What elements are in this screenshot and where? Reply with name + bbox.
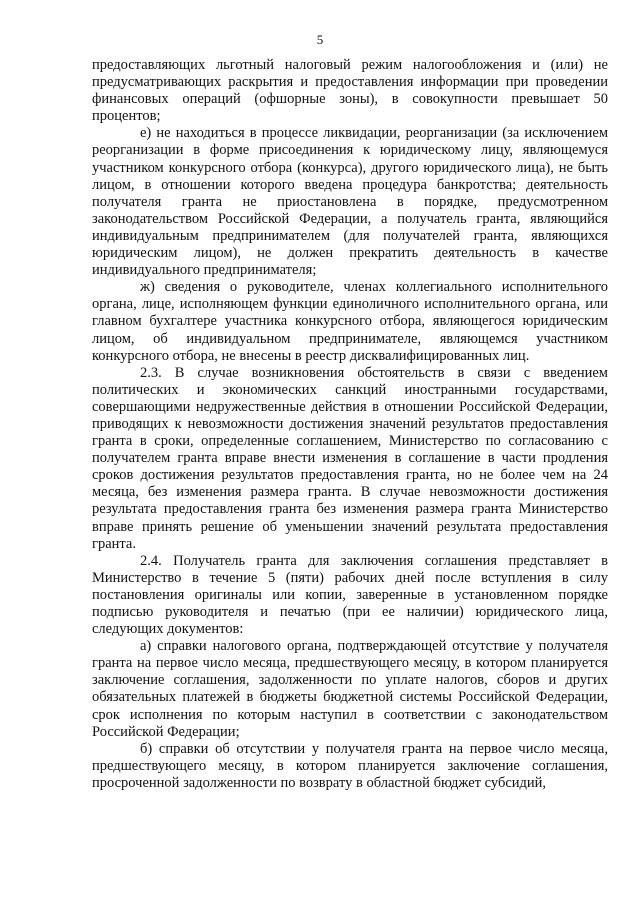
paragraph-2-4: 2.4. Получатель гранта для заключения соглашения представляет в Министерство в течение 5 (пяти) рабочих дней после вступления в силу постановления оригиналы или копии, заверенные в установленном порядке подписью руководителя и печатью (при ее наличии) юридического лица, следующих документов: [92,552,608,638]
paragraph-item-b: б) справки об отсутствии у получателя гранта на первое число месяца, предшествующего месяцу, в котором планируется заключение соглашения, просроченной задолженности по возврату в областной бюджет субсидий, [92,740,608,791]
paragraph-item-e: е) не находиться в процессе ликвидации, реорганизации (за исключением реорганизации в форме присоединения к юридическому лицу, являющемуся участником конкурсного отбора (конкурса), другого юридического лица), не быть лицом, в отношении которого введена процедура банкротства; деятельность получателя гранта не приостановлена в порядке, предусмотренном законодательством Российской Федерации, а получатель гранта, являющийся индивидуальным предпринимателем (для получателей гранта, являющихся юридическим лицом), не должен прекратить деятельность в качестве индивидуального предпринимателя; [92,125,608,279]
paragraph-continuation: предоставляющих льготный налоговый режим налогообложения и (или) не предусматривающих раскрытия и предоставления информации при проведении финансовых операций (офшорные зоны), в совокупности превышает 50 процентов; [92,57,608,125]
paragraph-item-zh: ж) сведения о руководителе, членах коллегиального исполнительного органа, лице, исполняющем функции единоличного исполнительного органа, или главном бухгалтере участника конкурсного отбора, являющегося юридическим лицом, об индивидуальном предпринимателе, являющемся участником конкурсного отбора, не внесены в реестр дисквалифицированных лиц. [92,279,608,364]
paragraph-item-a: а) справки налогового органа, подтверждающей отсутствие у получателя гранта на первое число месяца, предшествующего месяцу, в котором планируется заключение соглашения, задолженности по уплате налогов, сборов и других обязательных платежей в бюджеты бюджетной системы Российской Федерации, срок исполнения по которым наступил в соответствии с законодательством Российской Федерации; [92,638,608,740]
document-body [92,57,608,792]
paragraph-2-3: 2.3. В случае возникновения обстоятельств в связи с введением политических и экономических санкций иностранными государствами, совершающими недружественные действия в отношении Российской Федерации, приводящих к невозможности достижения значений результатов предоставления гранта в сроки, определенные соглашением, Министерство по согласованию с получателем гранта вправе внести изменения в соглашение в части продления сроков достижения результатов предоставления гранта, но не более чем на 24 месяца, без изменения размера гранта. В случае невозможности достижения результата предоставления гранта без изменения размера гранта Министерство вправе принять решение об уменьшении значений результата предоставления гранта. [92,364,608,552]
page-number: 5 [316,32,324,47]
